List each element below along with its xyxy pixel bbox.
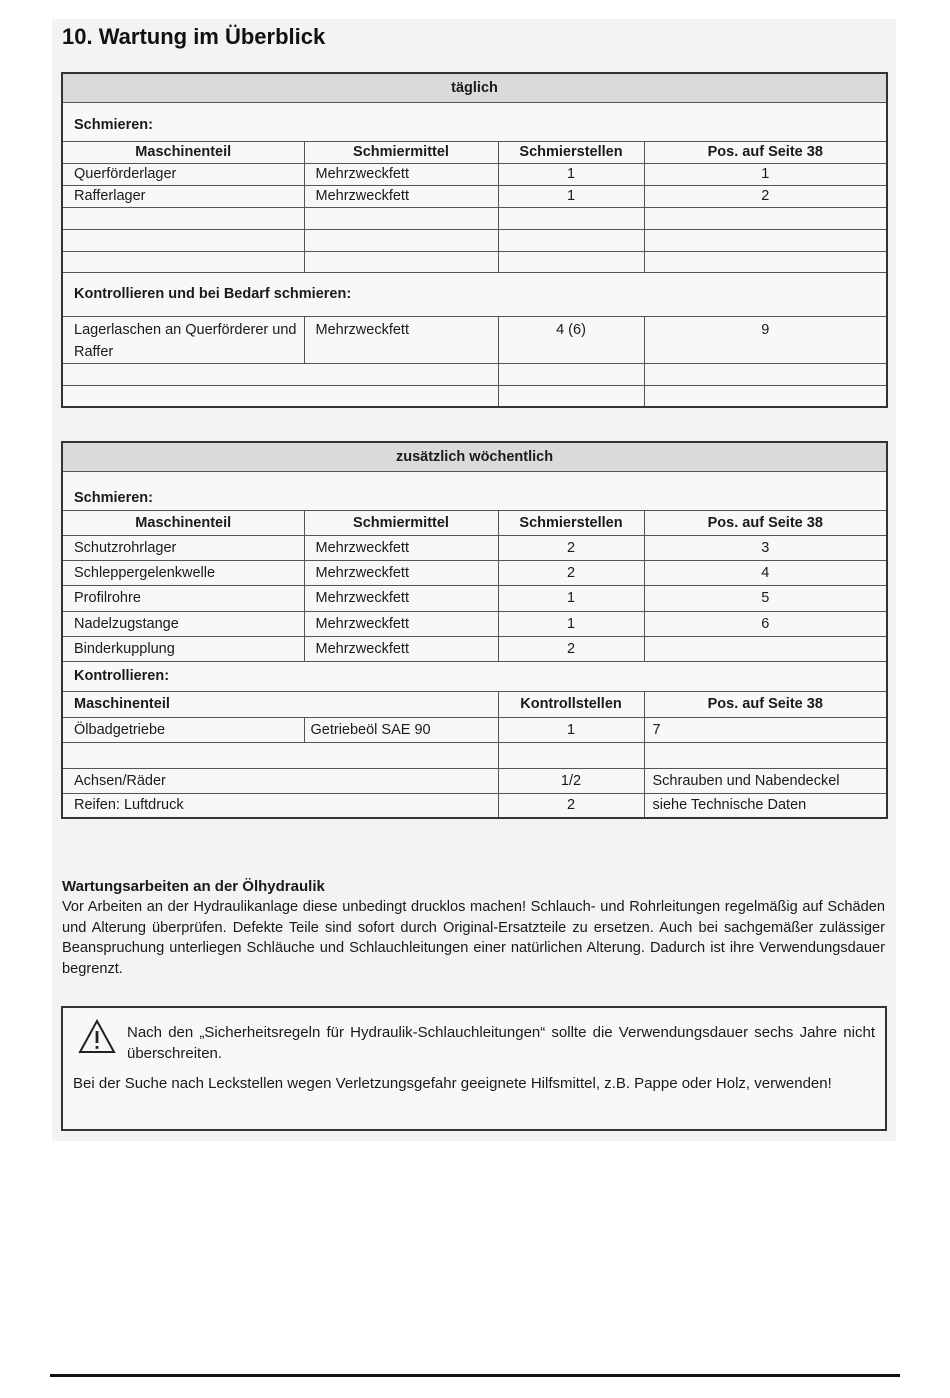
cell: Rafferlager (62, 185, 304, 207)
cell: Mehrzweckfett (304, 163, 498, 185)
table-row (62, 742, 887, 768)
cell (498, 251, 644, 272)
table-row (62, 251, 887, 272)
section-label-row (62, 661, 887, 691)
table-row (62, 535, 887, 560)
table-row (62, 163, 887, 185)
table-header-row (62, 442, 887, 471)
cell (62, 363, 498, 385)
cell (644, 251, 887, 272)
table-row (62, 717, 887, 742)
cell (498, 742, 644, 768)
column-header: Pos. auf Seite 38 (644, 141, 887, 163)
cell: Mehrzweckfett (304, 535, 498, 560)
cell: 2 (498, 793, 644, 818)
cell: 5 (644, 585, 887, 611)
column-header: Maschinenteil (62, 691, 498, 717)
table-header-row (62, 73, 887, 102)
column-header: Kontrollstellen (498, 691, 644, 717)
table-row (62, 585, 887, 611)
cell (644, 385, 887, 407)
cell (62, 251, 304, 272)
table-row (62, 611, 887, 636)
cell: Lagerlaschen an Querförderer und Raffer (62, 316, 304, 363)
cell: Achsen/Räder (62, 768, 498, 793)
cell (62, 385, 498, 407)
cell: Mehrzweckfett (304, 611, 498, 636)
cell (62, 229, 304, 251)
table-row (62, 636, 887, 661)
table-row (62, 768, 887, 793)
column-header-row (62, 141, 887, 163)
cell: siehe Technische Daten (644, 793, 887, 818)
table-row (62, 385, 887, 407)
cell: Profilrohre (62, 585, 304, 611)
section-label-row (62, 102, 887, 141)
cell: 1 (498, 611, 644, 636)
hydraulics-section (62, 877, 885, 979)
cell: 4 (644, 560, 887, 585)
cell (62, 742, 498, 768)
column-header: Schmiermittel (304, 141, 498, 163)
cell: Querförderlager (62, 163, 304, 185)
column-header-row (62, 510, 887, 535)
cell (644, 636, 887, 661)
daily-header: täglich (62, 73, 887, 102)
column-header-row (62, 691, 887, 717)
cell (304, 229, 498, 251)
cell: 2 (644, 185, 887, 207)
cell: Mehrzweckfett (304, 636, 498, 661)
cell (498, 385, 644, 407)
cell: 3 (644, 535, 887, 560)
cell: 4 (6) (498, 316, 644, 363)
hydraulics-body: Vor Arbeiten an der Hydraulikanlage diese unbedingt drucklos machen! Schlauch- und Rohrleitungen regelmäßig auf Schäden und Alterung überprüfen. Defekte Teile sind sofort durch Original-Ersatzteile zu ersetzen. Auch bei sachgemäßer zulässiger Beanspruchung unterliegen Schläuche und Schlauchleitungen einer natürlichen Alterung. Dadurch ist ihre Verwendungsdauer begrenzt. (62, 899, 885, 977)
daily-lubricate-label: Schmieren: (62, 102, 887, 141)
table-row (62, 229, 887, 251)
table-row (62, 560, 887, 585)
footer-rule (50, 1374, 900, 1377)
cell (304, 207, 498, 229)
cell: Schrauben und Nabendeckel (644, 768, 887, 793)
cell: 6 (644, 611, 887, 636)
cell (644, 229, 887, 251)
cell: 2 (498, 636, 644, 661)
page-title: 10. Wartung im Überblick (62, 24, 326, 49)
cell: Ölbadgetriebe (62, 717, 304, 742)
cell: Mehrzweckfett (304, 585, 498, 611)
cell (644, 742, 887, 768)
cell: 1 (498, 717, 644, 742)
cell: 1 (498, 185, 644, 207)
cell: Schleppergelenkwelle (62, 560, 304, 585)
warning-box (61, 1006, 887, 1131)
cell (644, 207, 887, 229)
warning-triangle-icon (78, 1019, 116, 1055)
cell: Binderkupplung (62, 636, 304, 661)
daily-maintenance-table (61, 72, 888, 408)
cell (498, 229, 644, 251)
table-row (62, 363, 887, 385)
cell (304, 251, 498, 272)
warning-text: Nach den „Sicherheitsregeln für Hydraulik-Schlauchleitungen“ sollte die Verwendungsdauer sechs Jahre nicht überschreiten. (127, 1024, 875, 1062)
cell: Reifen: Luftdruck (62, 793, 498, 818)
cell: Mehrzweckfett (304, 185, 498, 207)
table-row (62, 207, 887, 229)
cell: Nadelzugstange (62, 611, 304, 636)
cell: 1/2 (498, 768, 644, 793)
column-header: Schmierstellen (498, 141, 644, 163)
column-header: Pos. auf Seite 38 (644, 510, 887, 535)
table-row (62, 316, 887, 363)
hydraulics-heading: Wartungsarbeiten an der Ölhydraulik (62, 878, 325, 895)
cell: Mehrzweckfett (304, 316, 498, 363)
cell: 1 (644, 163, 887, 185)
cell: 1 (498, 163, 644, 185)
cell (498, 363, 644, 385)
cell: 7 (644, 717, 887, 742)
cell: 9 (644, 316, 887, 363)
section-label-row (62, 471, 887, 510)
column-header: Pos. auf Seite 38 (644, 691, 887, 717)
warning-note: Bei der Suche nach Leckstellen wegen Verletzungsgefahr geeignete Hilfsmittel, z.B. Pappe oder Holz, verwenden! (73, 1075, 832, 1092)
weekly-lubricate-label: Schmieren: (62, 471, 887, 510)
column-header: Schmierstellen (498, 510, 644, 535)
cell (644, 363, 887, 385)
weekly-maintenance-table (61, 441, 888, 819)
table-row (62, 185, 887, 207)
cell: Mehrzweckfett (304, 560, 498, 585)
cell: Getriebeöl SAE 90 (304, 717, 498, 742)
weekly-header: zusätzlich wöchentlich (62, 442, 887, 471)
cell: Schutzrohrlager (62, 535, 304, 560)
column-header: Schmiermittel (304, 510, 498, 535)
daily-check-label: Kontrollieren und bei Bedarf schmieren: (62, 272, 887, 316)
cell: 2 (498, 560, 644, 585)
weekly-check-label: Kontrollieren: (62, 661, 887, 691)
section-label-row (62, 272, 887, 316)
cell (498, 207, 644, 229)
cell (62, 207, 304, 229)
column-header: Maschinenteil (62, 141, 304, 163)
cell: 2 (498, 535, 644, 560)
table-row (62, 793, 887, 818)
cell: 1 (498, 585, 644, 611)
column-header: Maschinenteil (62, 510, 304, 535)
